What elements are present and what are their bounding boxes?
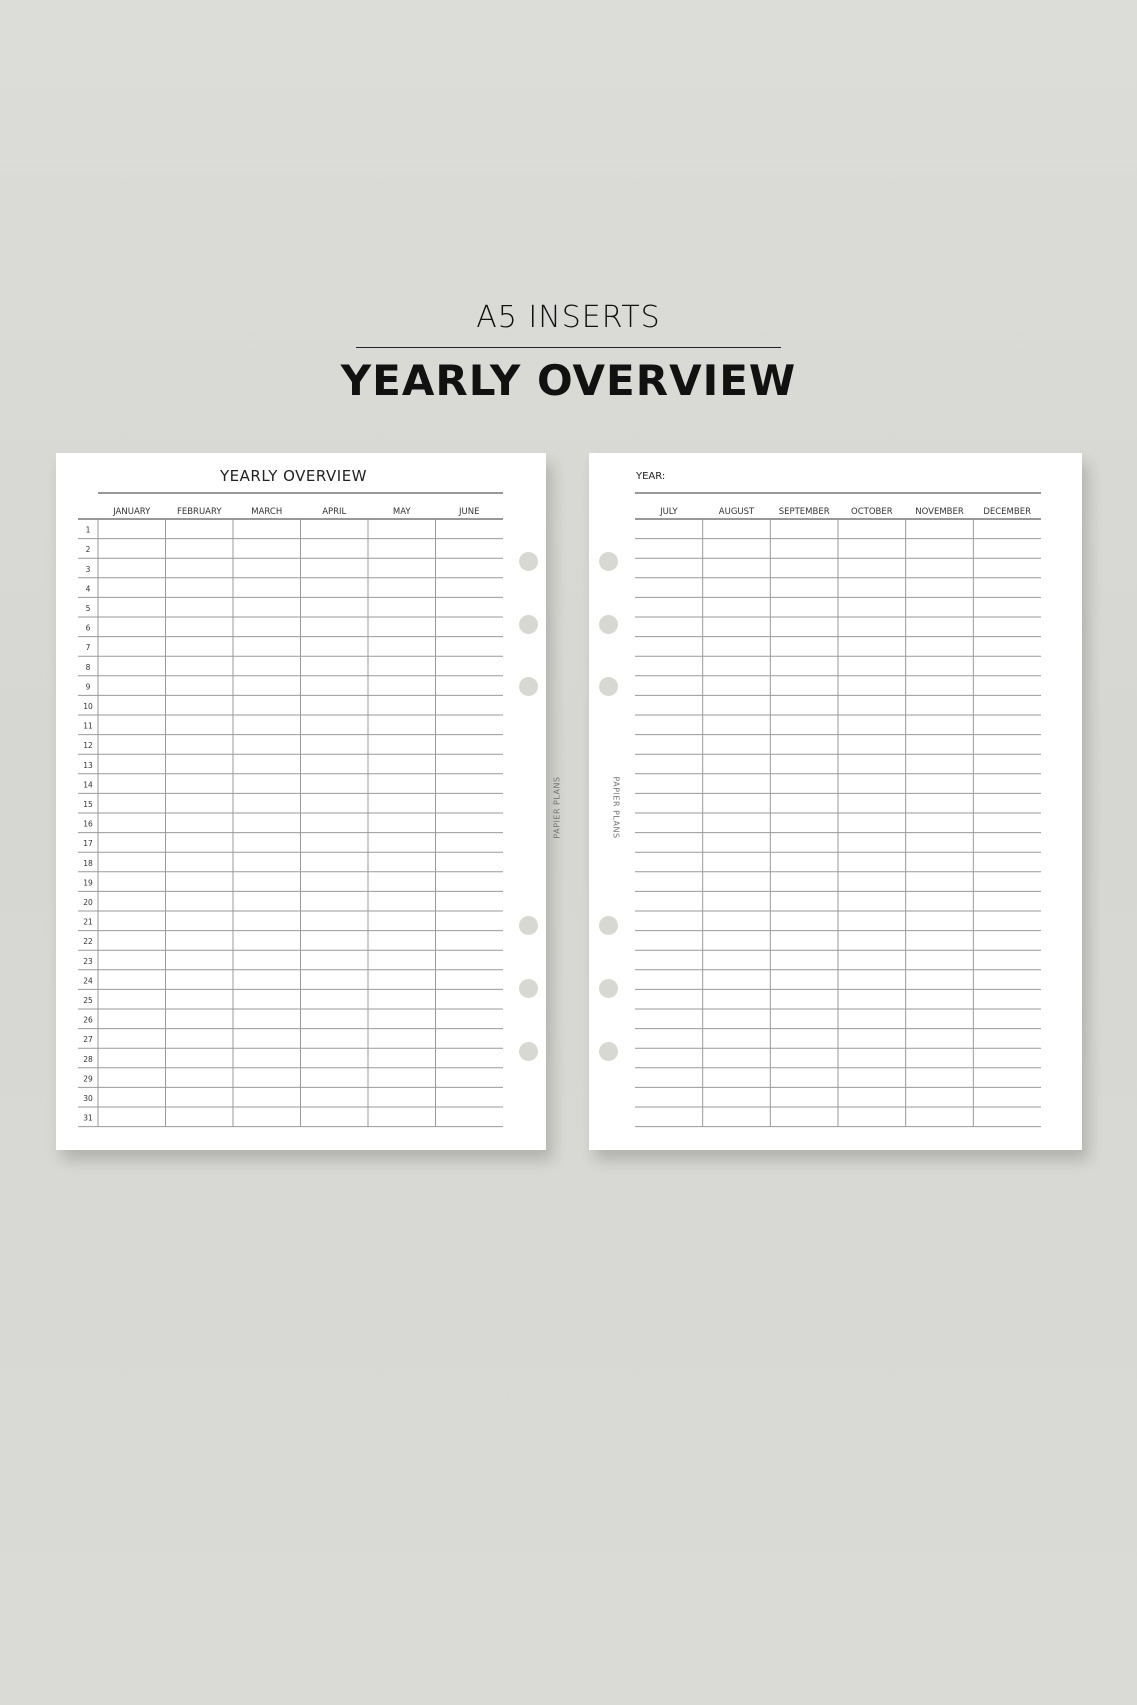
left-page-grid bbox=[56, 453, 546, 1150]
month-header: MARCH bbox=[251, 507, 283, 517]
day-number: 29 bbox=[83, 1074, 93, 1084]
day-number: 14 bbox=[83, 780, 93, 790]
day-number: 10 bbox=[83, 702, 93, 711]
day-number: 20 bbox=[83, 898, 93, 907]
month-header: APRIL bbox=[322, 507, 347, 517]
day-number: 19 bbox=[83, 878, 93, 888]
binder-hole bbox=[519, 677, 538, 696]
brand-label-left: PAPIER PLANS bbox=[552, 776, 562, 839]
binder-hole bbox=[519, 916, 538, 935]
day-number: 28 bbox=[83, 1054, 93, 1064]
hero-header bbox=[0, 300, 1137, 405]
binder-hole bbox=[599, 979, 618, 998]
header-title: YEARLY OVERVIEW bbox=[340, 356, 797, 405]
day-number: 25 bbox=[83, 996, 93, 1005]
day-number: 16 bbox=[83, 819, 93, 829]
day-number: 6 bbox=[85, 623, 91, 633]
day-number: 24 bbox=[83, 976, 93, 986]
left-insert-page bbox=[56, 453, 562, 1150]
month-header: JANUARY bbox=[113, 507, 151, 517]
day-number: 2 bbox=[85, 545, 91, 555]
day-number: 7 bbox=[85, 643, 91, 653]
day-number: 21 bbox=[83, 917, 93, 927]
day-number: 1 bbox=[85, 525, 91, 535]
day-number: 26 bbox=[83, 1015, 93, 1025]
month-header: MAY bbox=[392, 507, 411, 517]
day-number: 17 bbox=[83, 839, 93, 849]
binder-hole bbox=[599, 916, 618, 935]
day-number: 22 bbox=[83, 937, 93, 947]
day-number: 18 bbox=[83, 858, 93, 868]
day-number: 9 bbox=[85, 682, 91, 692]
day-number: 3 bbox=[85, 564, 91, 574]
header-subtitle: A5 INSERTS bbox=[476, 300, 661, 335]
month-header: DECEMBER bbox=[983, 507, 1032, 517]
right-insert-page bbox=[589, 453, 1082, 1150]
year-label: YEAR: bbox=[636, 471, 666, 482]
binder-hole bbox=[599, 1042, 618, 1061]
day-number: 13 bbox=[83, 760, 93, 770]
binder-hole bbox=[519, 1042, 538, 1061]
header-divider bbox=[356, 347, 781, 348]
binder-hole bbox=[599, 552, 618, 571]
binder-hole bbox=[599, 677, 618, 696]
right-page-grid bbox=[589, 453, 1082, 1150]
left-page-title: YEARLY OVERVIEW bbox=[220, 467, 367, 485]
month-header: AUGUST bbox=[718, 507, 755, 517]
day-number: 15 bbox=[83, 800, 93, 809]
day-number: 31 bbox=[83, 1113, 93, 1123]
day-number: 8 bbox=[85, 662, 91, 672]
month-header: JUNE bbox=[459, 507, 480, 517]
month-header: SEPTEMBER bbox=[778, 507, 830, 517]
binder-hole bbox=[599, 615, 618, 634]
day-number: 12 bbox=[83, 741, 93, 751]
day-number: 27 bbox=[83, 1035, 93, 1045]
binder-hole bbox=[519, 552, 538, 571]
day-number: 30 bbox=[83, 1094, 93, 1103]
binder-hole bbox=[519, 979, 538, 998]
month-header: NOVEMBER bbox=[915, 507, 964, 517]
month-header: OCTOBER bbox=[851, 507, 893, 517]
day-number: 4 bbox=[85, 584, 91, 594]
binder-hole bbox=[519, 615, 538, 634]
day-number: 5 bbox=[85, 604, 91, 613]
month-header: JULY bbox=[660, 507, 678, 517]
day-number: 11 bbox=[83, 721, 93, 731]
day-number: 23 bbox=[83, 956, 93, 966]
brand-label-right: PAPIER PLANS bbox=[611, 776, 621, 839]
month-header: FEBRUARY bbox=[176, 507, 222, 517]
